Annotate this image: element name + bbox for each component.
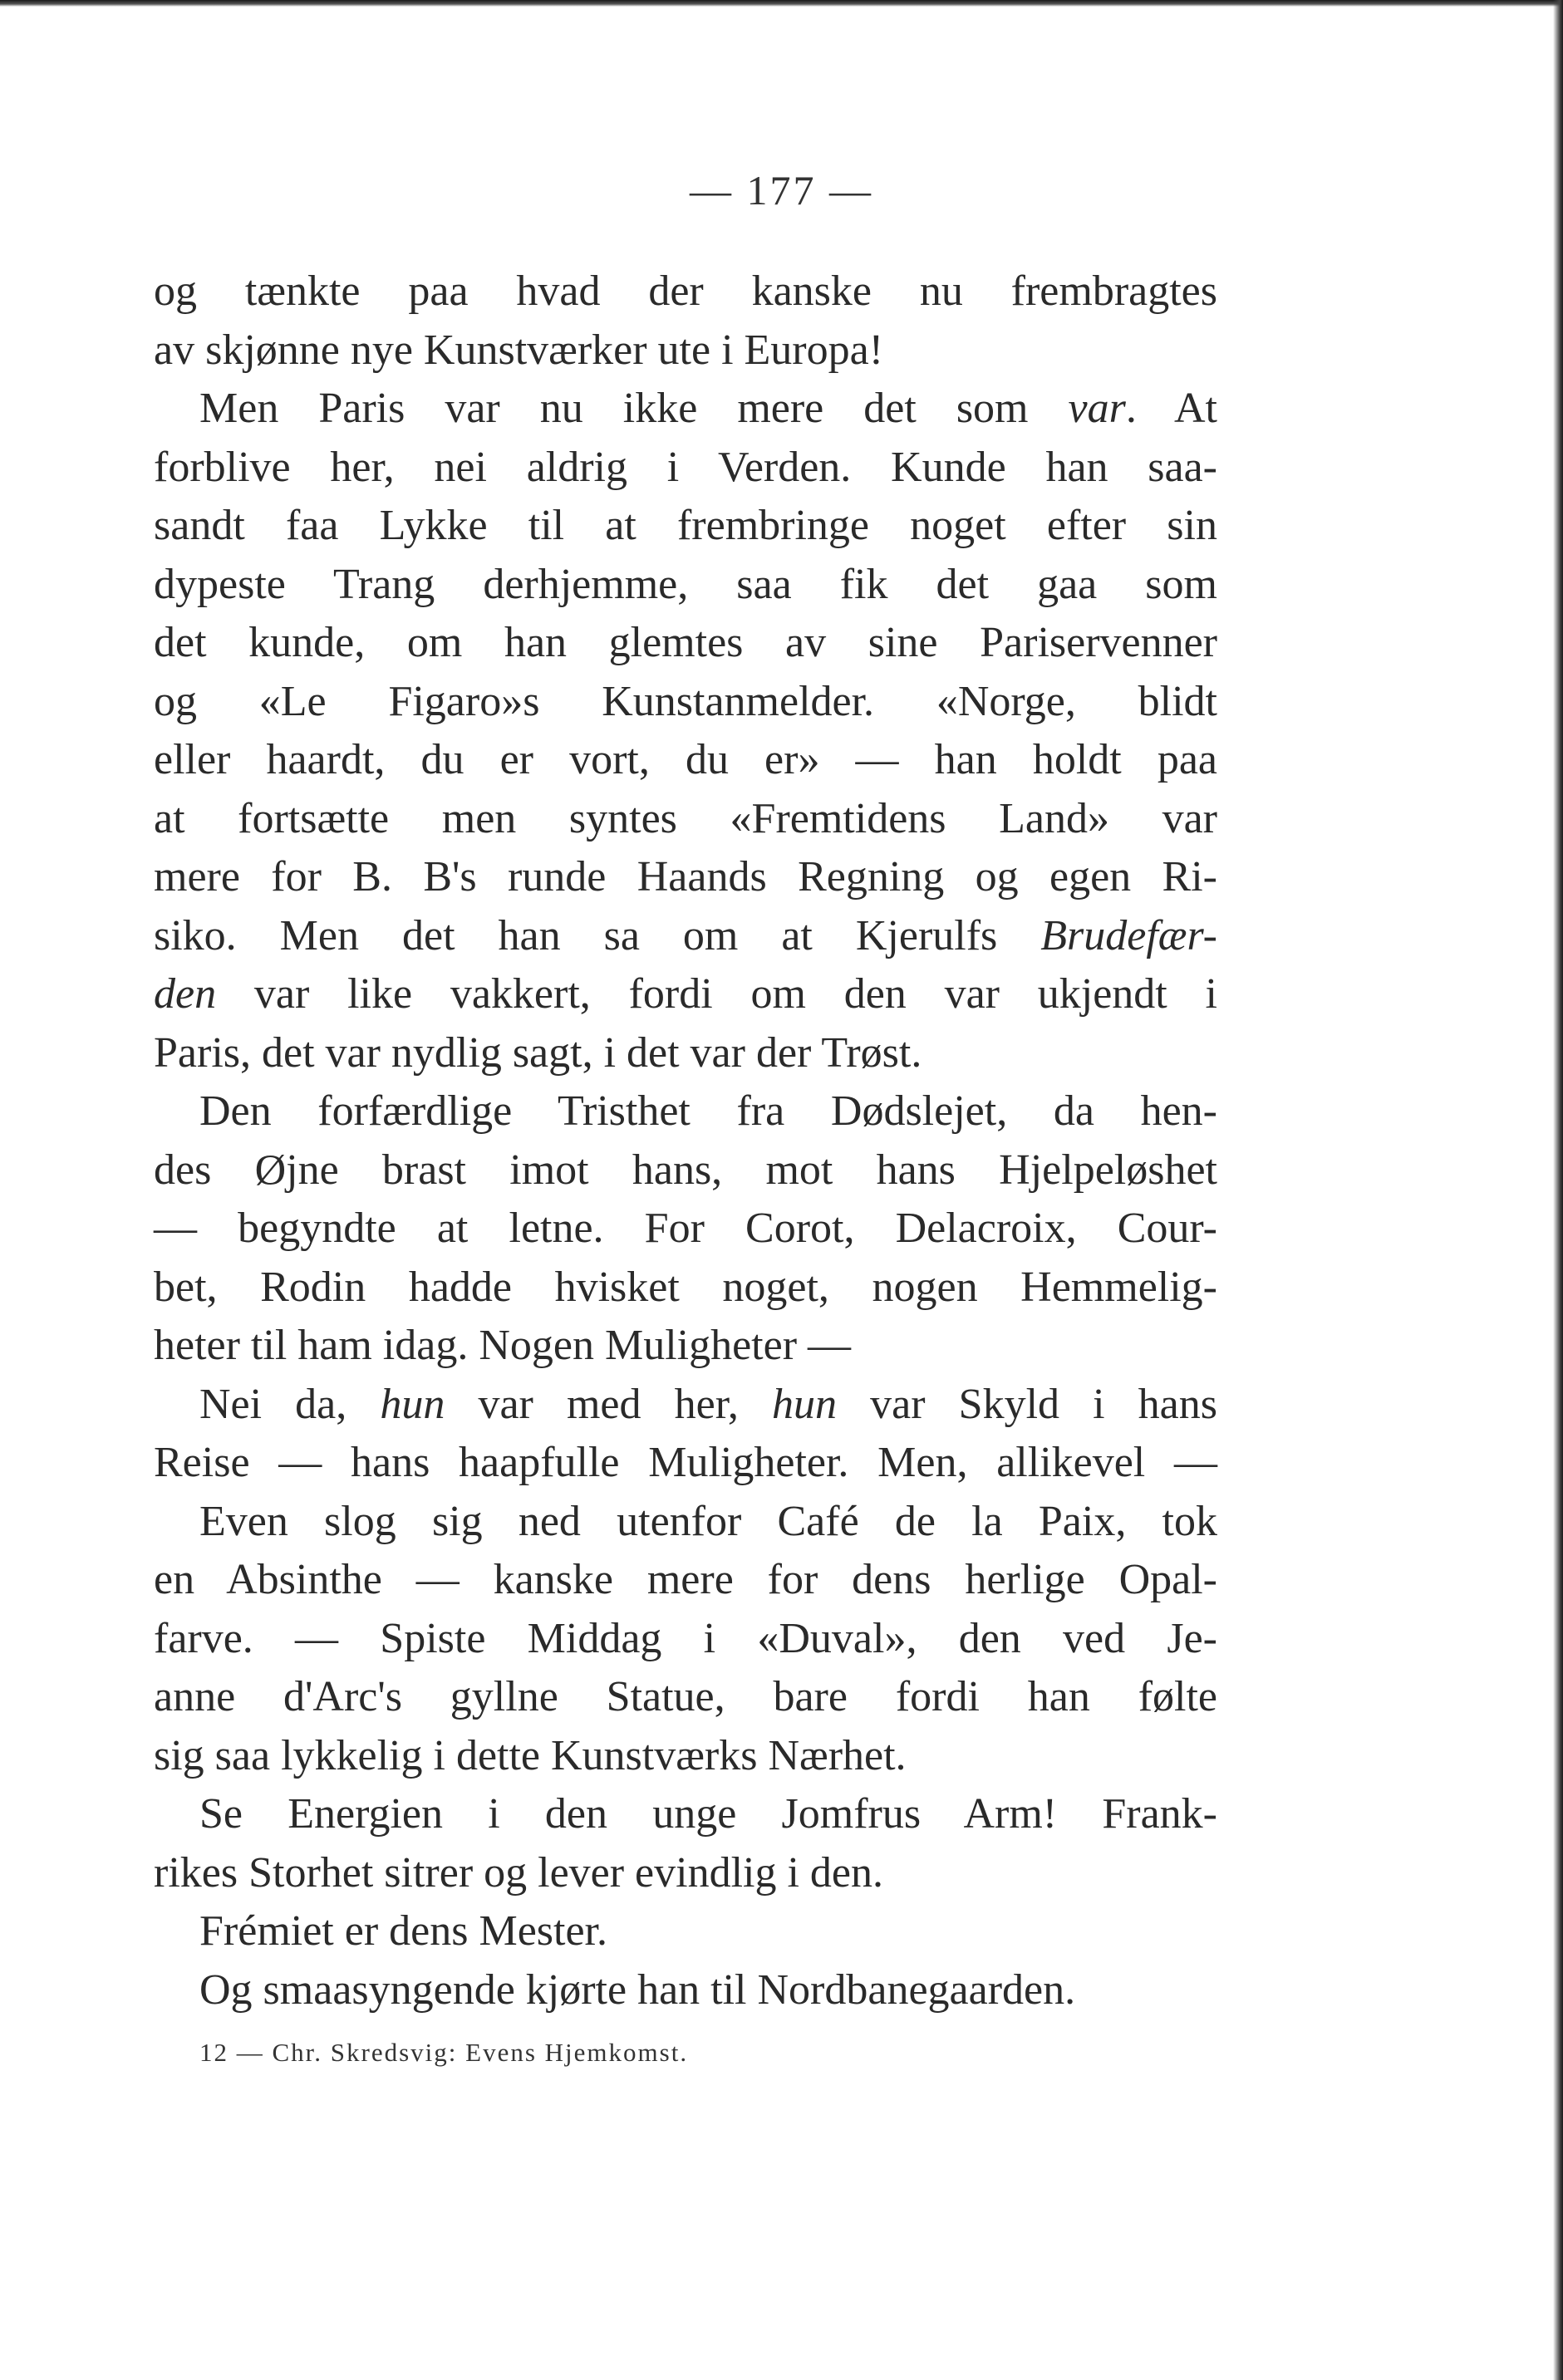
signature-footer: 12 — Chr. Skredsvig: Evens Hjemkomst. bbox=[199, 2038, 689, 2067]
italic-word: hun bbox=[380, 1380, 445, 1428]
text-line: siko. Men det han sa om at Kjerulfs Brudefær- bbox=[154, 911, 1217, 959]
text-line: av skjønne nye Kunstværker ute i Europa! bbox=[154, 326, 884, 374]
text-line: Even slog sig ned utenfor Café de la Paix, tok bbox=[199, 1497, 1217, 1545]
scan-edge-top bbox=[0, 0, 1563, 7]
text-line: mere for B. B's runde Haands Regning og egen Ri- bbox=[154, 853, 1217, 900]
text-line: rikes Storhet sitrer og lever evindlig i den. bbox=[154, 1848, 884, 1897]
text-line: sig saa lykkelig i dette Kunstværks Nærhet. bbox=[154, 1731, 907, 1779]
text-line: — begyndte at letne. For Corot, Delacroix, Cour- bbox=[154, 1205, 1217, 1252]
text-line: Se Energien i den unge Jomfrus Arm! Frank- bbox=[199, 1790, 1217, 1838]
body-text bbox=[154, 263, 1217, 2019]
text-line: sandt faa Lykke til at frembringe noget efter sin bbox=[154, 502, 1217, 549]
text-line: farve. — Spiste Middag i «Duval», den ved Je- bbox=[154, 1614, 1217, 1662]
text-line: Den forfærdlige Tristhet fra Dødslejet, da hen- bbox=[199, 1087, 1217, 1135]
text-line: Nei da, hun var med her, hun var Skyld i hans bbox=[199, 1380, 1217, 1428]
text-line: anne d'Arc's gyllne Statue, bare fordi han følte bbox=[154, 1673, 1217, 1720]
page-number: — 177 — bbox=[690, 167, 873, 213]
text-line: Og smaasyngende kjørte han til Nordbanegaarden. bbox=[199, 1965, 1076, 2014]
text-line: og «Le Figaro»s Kunstanmelder. «Norge, blidt bbox=[154, 677, 1217, 725]
text-line: Frémiet er dens Mester. bbox=[199, 1907, 607, 1955]
text-line: Paris, det var nydlig sagt, i det var der Trøst. bbox=[154, 1028, 922, 1077]
text-line: heter til ham idag. Nogen Muligheter — bbox=[154, 1322, 852, 1369]
italic-word: Brudefær- bbox=[1040, 911, 1217, 959]
text-line: at fortsætte men syntes «Fremtidens Land» var bbox=[154, 794, 1217, 842]
text-line: og tænkte paa hvad der kanske nu frembragtes bbox=[154, 267, 1217, 315]
italic-word: var bbox=[1068, 385, 1126, 432]
text-line: des Øjne brast imot hans, mot hans Hjelpeløshet bbox=[154, 1146, 1217, 1194]
italic-word: den bbox=[154, 970, 217, 1018]
text-line: Men Paris var nu ikke mere det som var. At bbox=[199, 385, 1217, 432]
text-line: dypeste Trang derhjemme, saa fik det gaa som bbox=[154, 560, 1217, 608]
text-line: det kunde, om han glemtes av sine Pariservenner bbox=[154, 619, 1217, 666]
text-line: Reise — hans haapfulle Muligheter. Men, allikevel — bbox=[154, 1439, 1217, 1486]
italic-word: hun bbox=[772, 1380, 838, 1428]
text-line: forblive her, nei aldrig i Verden. Kunde han saa- bbox=[154, 443, 1217, 491]
text-line: en Absinthe — kanske mere for dens herlige Opal- bbox=[154, 1556, 1217, 1603]
text-line: bet, Rodin hadde hvisket noget, nogen Hemmelig- bbox=[154, 1263, 1217, 1311]
scan-edge-right bbox=[1553, 0, 1563, 2380]
text-line: den var like vakkert, fordi om den var ukjendt i bbox=[154, 970, 1217, 1018]
text-line: eller haardt, du er vort, du er» — han holdt paa bbox=[154, 736, 1217, 783]
